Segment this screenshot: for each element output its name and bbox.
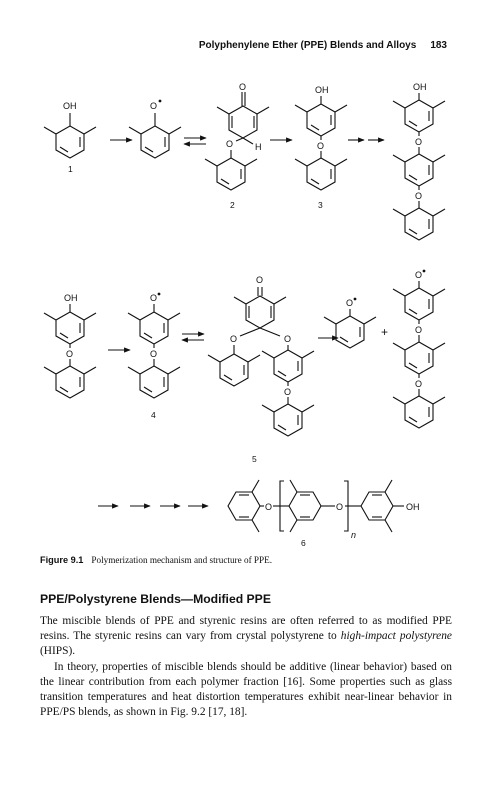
svg-text:O: O (66, 349, 74, 359)
running-title: Polyphenylene Ether (PPE) Blends and Alloys (198, 40, 417, 51)
compound-6-ppe-structure (228, 480, 420, 548)
page-number: 183 (430, 40, 447, 51)
trimer-radical (393, 270, 445, 428)
svg-text:O: O (265, 502, 273, 512)
svg-text:O: O (256, 275, 264, 285)
term-hips: high-impact polystyrene (340, 630, 452, 643)
svg-text:O: O (415, 379, 423, 389)
svg-text:O: O (239, 82, 247, 92)
svg-text:O: O (415, 137, 423, 147)
repeat-unit-n: n (351, 530, 357, 540)
phenoxy-radical-2 (324, 298, 376, 348)
compound-5-quinol-ether (208, 275, 314, 464)
svg-text:O: O (284, 387, 292, 397)
phenoxy-radical-1 (129, 100, 181, 158)
svg-text:OH: OH (406, 502, 420, 512)
svg-text:OH: OH (64, 293, 78, 303)
equilibrium-arrows-1 (184, 138, 206, 144)
svg-text:O: O (226, 139, 234, 149)
svg-text:OH: OH (315, 85, 329, 95)
figure-label: Figure 9.1 (40, 555, 84, 565)
compound-number-6: 6 (301, 538, 306, 548)
svg-text:O: O (415, 325, 423, 335)
compound-number-3: 3 (318, 200, 323, 210)
figure-caption-text: Polymerization mechanism and structure of PPE. (91, 555, 273, 565)
svg-text:O: O (346, 298, 354, 308)
compound-3-dimer (295, 85, 347, 210)
svg-text:O: O (150, 293, 158, 303)
svg-text:O: O (150, 349, 158, 359)
svg-text:O: O (415, 191, 423, 201)
compound-number-1: 1 (68, 164, 73, 174)
svg-text:H: H (255, 142, 262, 152)
compound-4-dimer-radical (128, 293, 180, 420)
equilibrium-arrows-2 (182, 334, 204, 340)
paragraph-2: In theory, properties of miscible blends should be additive (linear behavior) based on the linear contribution from each polymer fraction [16]. Some properties such as glass transition temperatures and heat distortion temperatures exhibit near-linear behavior in PPE/PS blends, as shown in Fig. 9.2 [17, 18]. (40, 660, 452, 719)
svg-text:O: O (284, 334, 292, 344)
trimer-phenol (393, 82, 445, 240)
svg-text:O: O (317, 141, 325, 151)
svg-text:OH: OH (413, 82, 427, 92)
radical-o-label: O (150, 101, 158, 111)
compound-number-4: 4 (151, 410, 156, 420)
svg-text:O: O (415, 270, 423, 280)
plus-sign: + (381, 325, 389, 339)
section-heading: PPE/Polystyrene Blends—Modified PPE (40, 592, 271, 606)
svg-text:O: O (230, 334, 238, 344)
compound-number-5: 5 (252, 454, 257, 464)
compound-number-2: 2 (230, 200, 235, 210)
compound-1-phenol (44, 101, 96, 174)
body-text (40, 614, 452, 720)
svg-text:O: O (336, 502, 344, 512)
oh-label: OH (63, 101, 77, 111)
dimer-phenol-2 (44, 293, 96, 398)
paragraph-1: The miscible blends of PPE and styrenic resins are often referred to as modified PPE resins. The styrenic resins can vary from crystal polystyrene to high-impact polystyrene (HIPS). (40, 615, 452, 658)
figure-caption (40, 555, 460, 565)
compound-2-quinol-ether (205, 82, 269, 210)
